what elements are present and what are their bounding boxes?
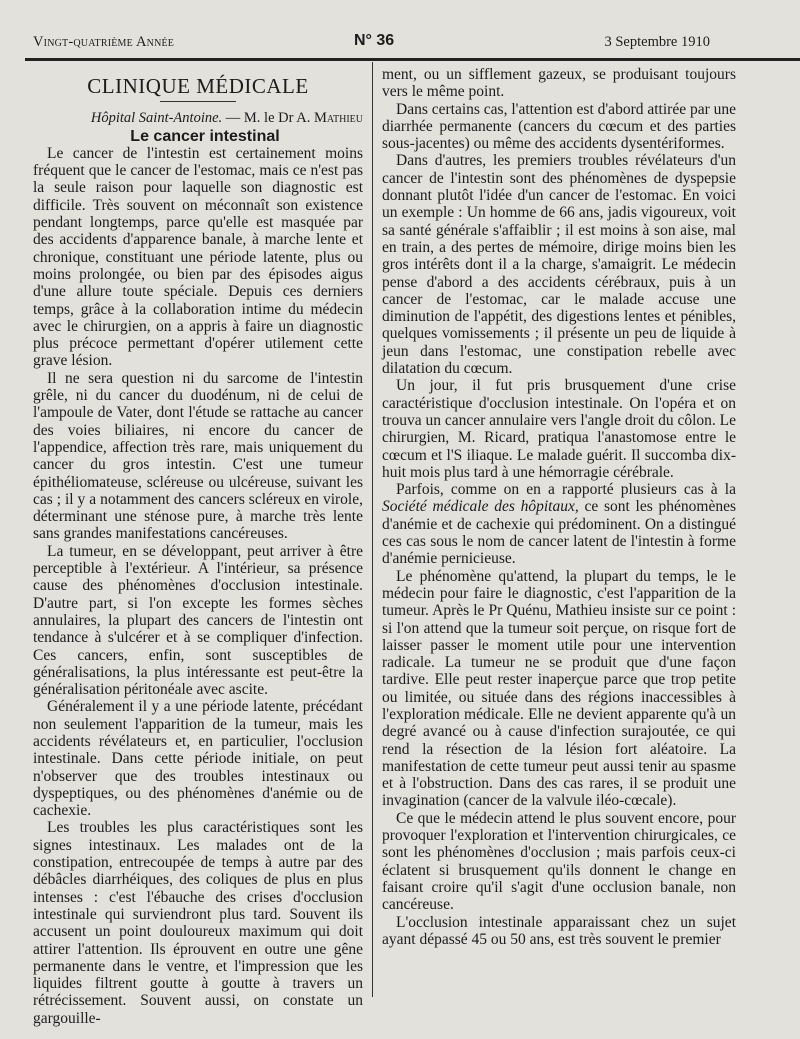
paragraph: L'occlusion intestinale apparaissant chez un sujet ayant dépassé 45 ou 50 ans, est très souvent le premier [382, 913, 736, 948]
section-title: CLINIQUE MÉDICALE [87, 74, 309, 98]
header-volume-year: Vingt-quatrième Année [33, 34, 175, 50]
paragraph: Généralement il y a une période latente, précédant non seulement l'apparition de la tumeur, mais les accidents révélateurs et, en particulier, l'occlusion intestinale. Dans cette période initiale, on peut n'observer que des troubles intestinaux ou dyspeptiques, ou des phénomènes d'anémie ou de cachexie. [33, 698, 363, 820]
paragraph [382, 481, 736, 567]
left-column [33, 66, 363, 1027]
column-divider [372, 62, 373, 997]
paragraph: Les troubles les plus caractéristiques sont les signes intestinaux. Les malades ont de la constipation, entrecoupée de temps à autre par des débâcles diarrhéiques, des coliques de plus en plus intenses : c'est l'ébauche des crises d'occlusion intestinale qui surviendront plus tard. Souvent ils accusent un point douloureux maximum qui doit attirer l'attention. Ils éprouvent en outre une gêne permanente dans le ventre, et l'impression que les liquides filtrent goutte à goutte à travers un rétrécissement. Souvent aussi, on constate un gargouille- [33, 819, 363, 1027]
paragraph: Dans certains cas, l'attention est d'abord attirée par une diarrhée permanente (cancers du cœcum et des parties sous-jacentes) ou même des accidents dysentériformes. [382, 100, 736, 153]
paragraph: Un jour, il fut pris brusquement d'une crise caractéristique d'occlusion intestinale. On l'opéra et on trouva un cancer annulaire vers l'angle droit du côlon. Le chirurgien, M. Ricard, pratiqua l'anastomose entre le cœcum et l'S iliaque. Le malade guérit. Il succomba dix-huit mois plus tard à une hémorragie cérébrale. [382, 377, 736, 481]
header-date: 3 Septembre 1910 [604, 34, 710, 50]
byline-author: Mathieu [314, 110, 363, 127]
society-name: Société médicale des hôpitaux, [382, 498, 579, 516]
paragraph: Ce que le médecin attend le plus souvent encore, pour provoquer l'exploration et l'intervention chirurgicales, ce sont les phénomènes d'occlusion ; mais parfois ceux-ci éclatent si brusquement qu'ils donnent le change en faisant croire qu'il s'agit d'une occlusion banale, non cancéreuse. [382, 809, 736, 914]
running-header [33, 34, 710, 52]
paragraph: Le phénomène qu'attend, la plupart du temps, le le médecin pour faire le diagnostic, c'est l'apparition de la tumeur. Après le Pr Quénu, Mathieu insiste sur ce point : si l'on attend que la tumeur soit perçue, on risque fort de laisser passer le moment utile pour une intervention radicale. La tumeur ne se produit que d'une façon tardive. Elle peut rester inaperçue parce que trop petite ou limitée, ou située dans des régions inaccessibles à l'exploration médicale. Elle ne devient apparente qu'à un degré avancé ou à cause d'infection surajoutée, ce qui rend la résection de la lésion fort aléatoire. La manifestation de cette tumeur peut aussi tenir au spasme et à l'obstruction. Dans des cas rares, il se produit une invagination (cancer de la valvule iléo-cœcale). [382, 567, 736, 810]
paragraph: Dans d'autres, les premiers troubles révélateurs d'un cancer de l'intestin sont des phénomènes de dyspepsie donnant plutôt l'idée d'un cancer de l'estomac. En voici un exemple : Un homme de 66 ans, jadis vigoureux, voit sa santé générale s'affaiblir ; il est moins à son aise, mal en train, a des pertes de mémoire, dirige moins bien les gros intérêts dont il a la charge, s'amaigrit. Le médecin pense d'abord a des accidents cérébraux, puis à un cancer de l'estomac, car le malade accuse une diminution de l'appétit, des digestions lentes et pénibles, quelques vomissements ; il présente un peu de liquide à jeun dans l'estomac, une constipation rebelle avec dilatation du cœcum. [382, 152, 736, 378]
byline-hospital: Hôpital Saint-Antoine. [90, 110, 223, 127]
header-rule [25, 58, 800, 61]
paragraph: La tumeur, en se développant, peut arriver à être perceptible à l'extérieur. A l'intérieur, sa présence cause des phénomènes d'occlusion intestinale. D'autre part, si l'on excepte les formes sèches annulaires, la plupart des cancers de l'intestin ont tendance à s'ulcérer et à se compliquer d'infection. Ces cancers, enfin, sont susceptibles de généralisations, la plus intéressante est peut-être la généralisation péritonéale avec ascite. [33, 542, 363, 699]
paragraph: Il ne sera question ni du sarcome de l'intestin grêle, ni du cancer du duodénum, ni de celui de l'ampoule de Vater, dont l'étude se rattache au cancer des voies biliaires, ni encore du cancer de l'appendice, affection très rare, mais uniquement du cancer du gros intestin. C'est une tumeur épithéliomateuse, scléreuse ou ulcéreuse, suivant les cas ; il y a notamment des cancers scléreux en virole, déterminant une sténose pure, à marche très lente sans grandes manifestations cancéreuses. [33, 369, 363, 543]
paragraph: Le cancer de l'intestin est certainement moins fréquent que le cancer de l'estomac, mais ce n'est pas la seule raison pour laquelle son diagnostic est difficile. Très souvent on méconnaît son existence pendant longtemps, parce qu'elle est masquée par des accidents d'apparence banale, à marche lente et chronique, constituant une période latente, plus ou moins prolongée, ou bien par des épisodes aigus d'une allure toute spéciale. Depuis ces derniers temps, grâce à la collaboration intime du médecin avec le chirurgien, on a appris à faire un diagnostic plus précoce permettant d'opérer utilement cette grave lésion. [33, 144, 363, 370]
byline [33, 110, 363, 127]
title-rule [160, 101, 236, 102]
header-issue-number: N° 36 [354, 32, 395, 49]
byline-separator: — M. le Dr A. [222, 110, 314, 127]
right-column [382, 66, 736, 948]
article-title: Le cancer intestinal [130, 127, 280, 145]
paragraph-text: Parfois, comme on en a rapporté plusieurs cas à la [396, 481, 736, 499]
paragraph-continued: ment, ou un sifflement gazeux, se produisant toujours vers le même point. [382, 66, 736, 101]
paragraph-text: ce sont les phénomènes d'anémie et de cachexie qui prédominent. On a distingué ces cas sous le nom de cancer latent de l'intestin à forme d'anémie pernicieuse. [382, 498, 736, 568]
